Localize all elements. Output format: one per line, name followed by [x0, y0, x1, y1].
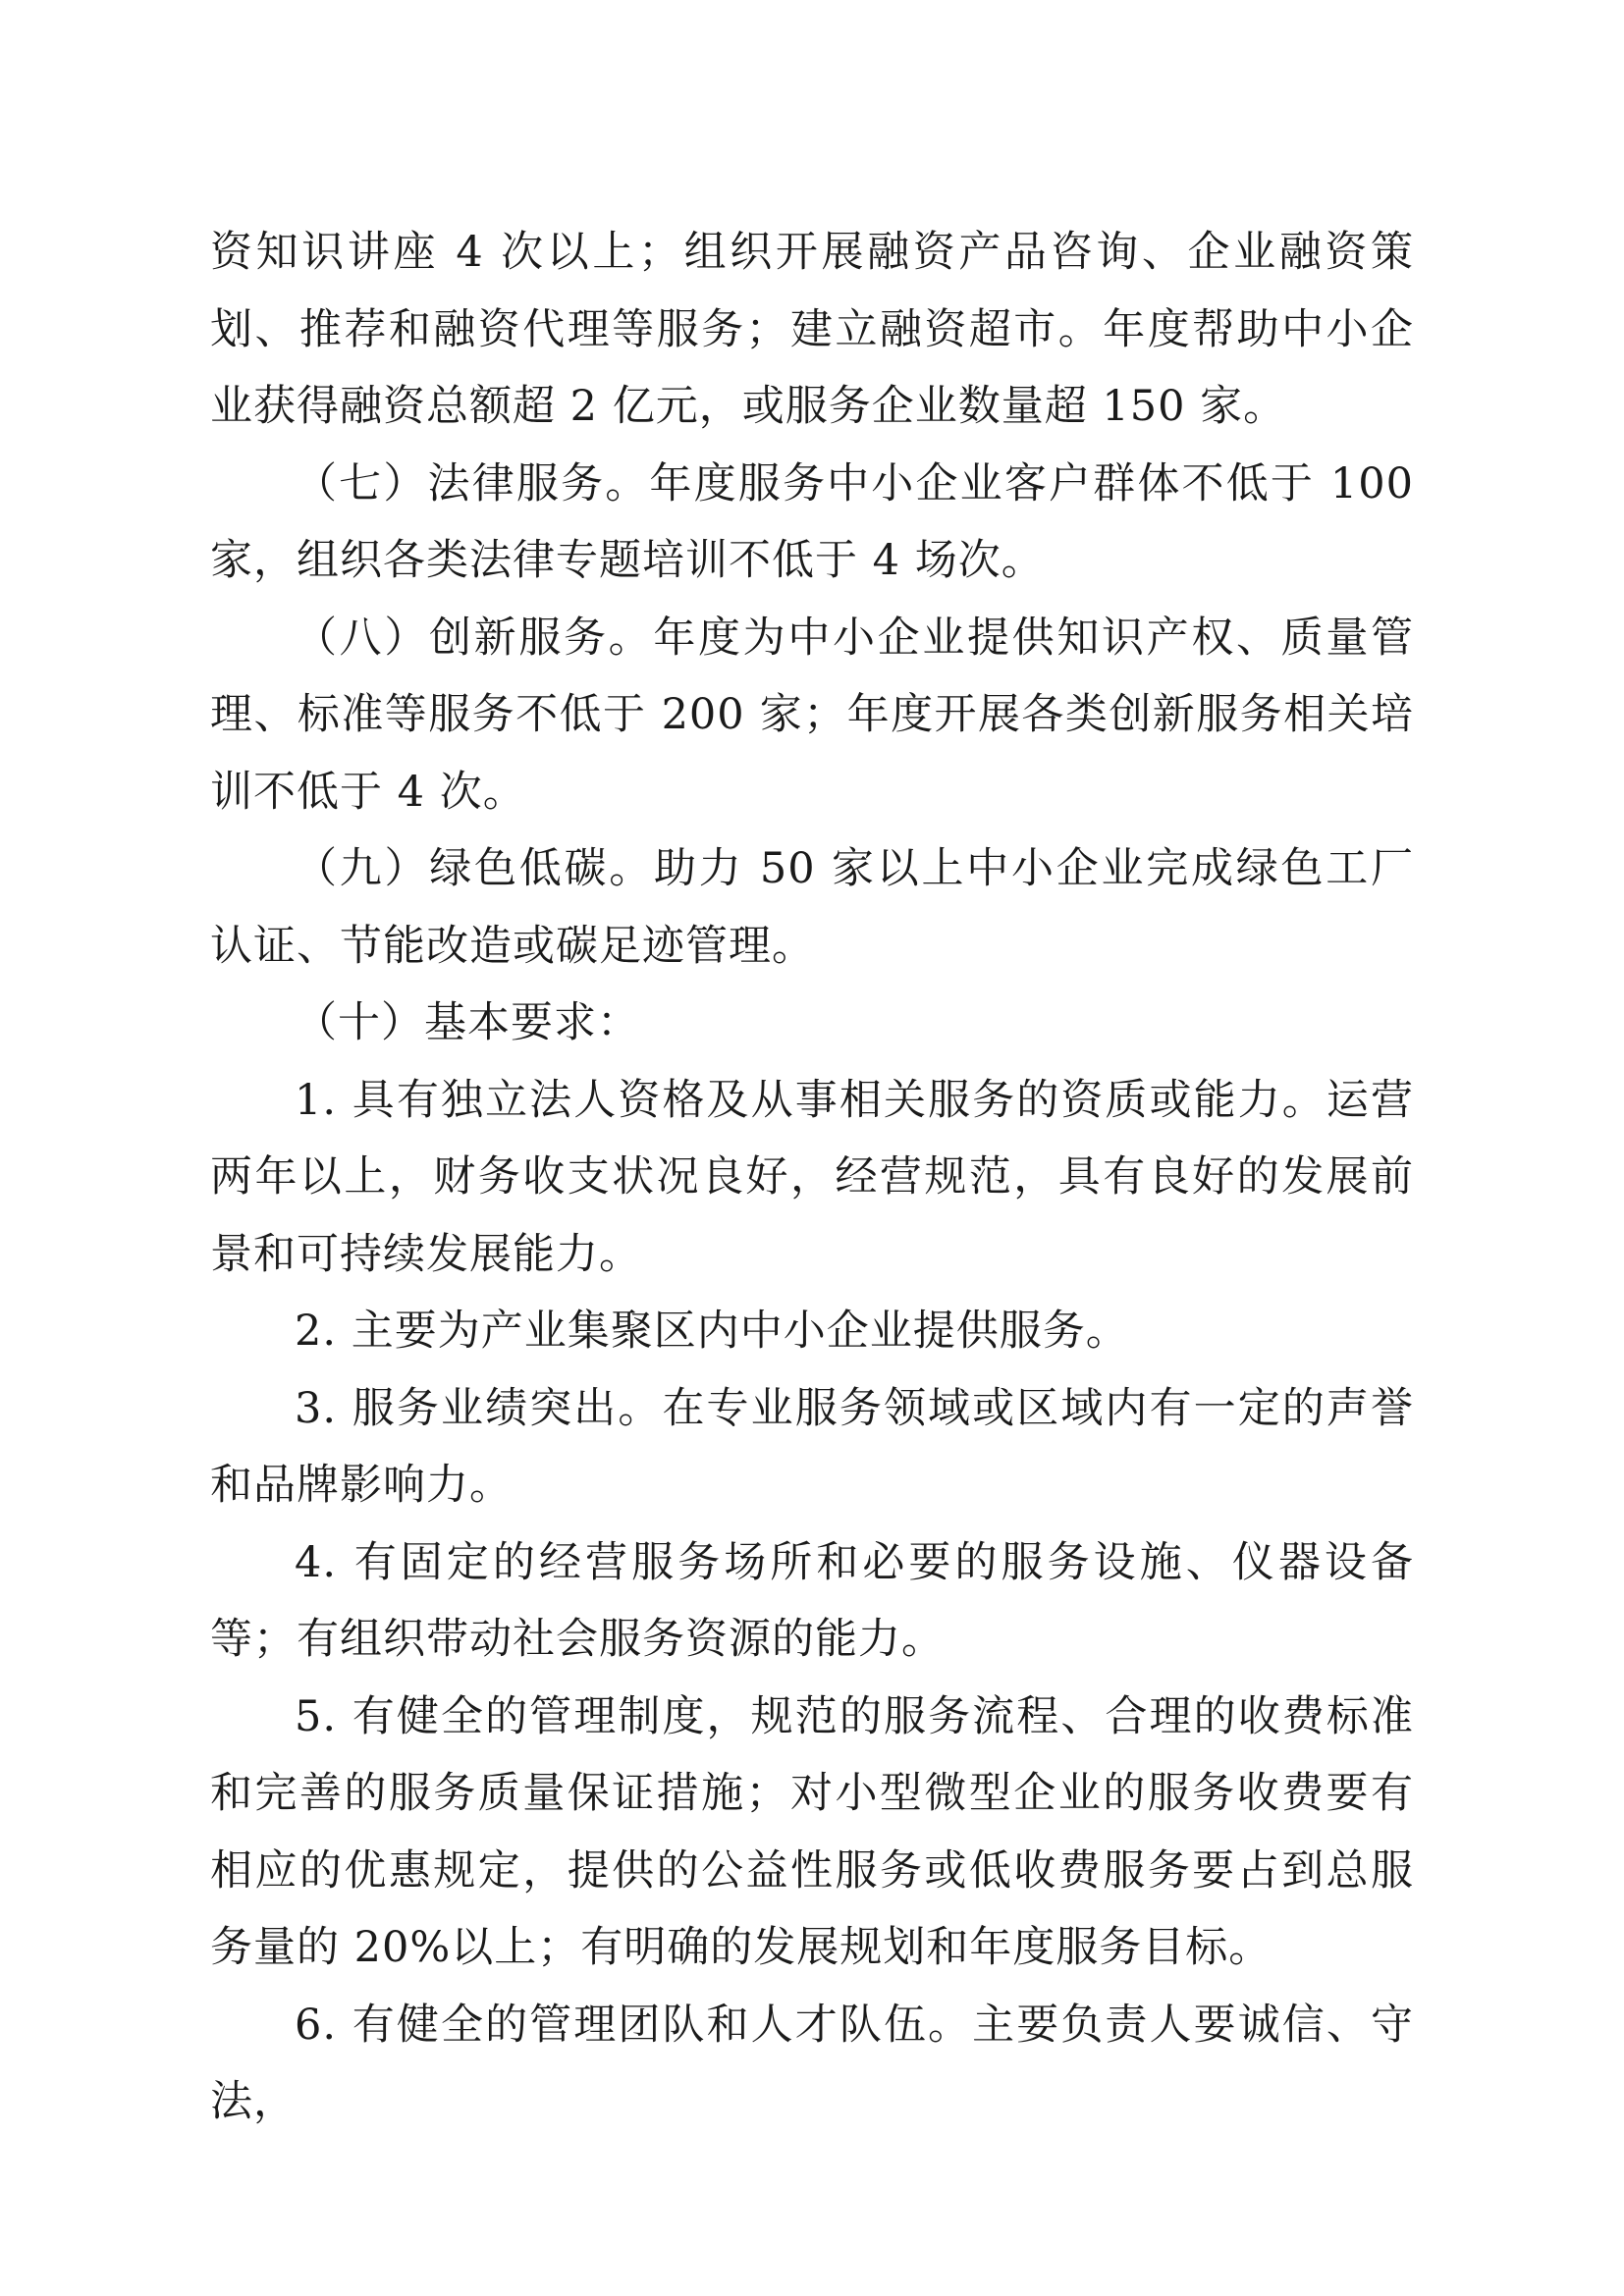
paragraph-requirement-2: 2. 主要为产业集聚区内中小企业提供服务。 [295, 1307, 1129, 1356]
body-text [210, 214, 1414, 2141]
paragraph-requirement-5: 5. 有健全的管理制度，规范的服务流程、合理的收费标准和完善的服务质量保证措施；对小型微型企业的服务收费要有相应的优惠规定，提供的公益性服务或低收费服务要占到总服务量的 20%以上；有明确的发展规划和年度服务目标。 [210, 1691, 1414, 1972]
paragraph-financing-continued: 资知识讲座 4 次以上；组织开展融资产品咨询、企业融资策划、推荐和融资代理等服务；建立融资超市。年度帮助中小企业获得融资总额超 2 亿元，或服务企业数量超 150 家。 [210, 228, 1414, 431]
paragraph-innovation-services: （八）创新服务。年度为中小企业提供知识产权、质量管理、标准等服务不低于 200 家；年度开展各类创新服务相关培训不低于 4 次。 [210, 613, 1414, 817]
paragraph-basic-requirements-heading: （十）基本要求： [295, 998, 640, 1047]
paragraph-requirement-4: 4. 有固定的经营服务场所和必要的服务设施、仪器设备等；有组织带动社会服务资源的能力。 [210, 1537, 1414, 1664]
paragraph-requirement-1: 1. 具有独立法人资格及从事相关服务的资质或能力。运营两年以上，财务收支状况良好，经营规范，具有良好的发展前景和可持续发展能力。 [210, 1075, 1414, 1279]
paragraph-requirement-6: 6. 有健全的管理团队和人才队伍。主要负责人要诚信、守法， [210, 2000, 1414, 2126]
paragraph-requirement-3: 3. 服务业绩突出。在专业服务领域或区域内有一定的声誉和品牌影响力。 [210, 1383, 1414, 1510]
paragraph-green-low-carbon: （九）绿色低碳。助力 50 家以上中小企业完成绿色工厂认证、节能改造或碳足迹管理。 [210, 844, 1414, 971]
paragraph-legal-services: （七）法律服务。年度服务中小企业客户群体不低于 100 家，组织各类法律专题培训不低于 4 场次。 [210, 458, 1414, 585]
